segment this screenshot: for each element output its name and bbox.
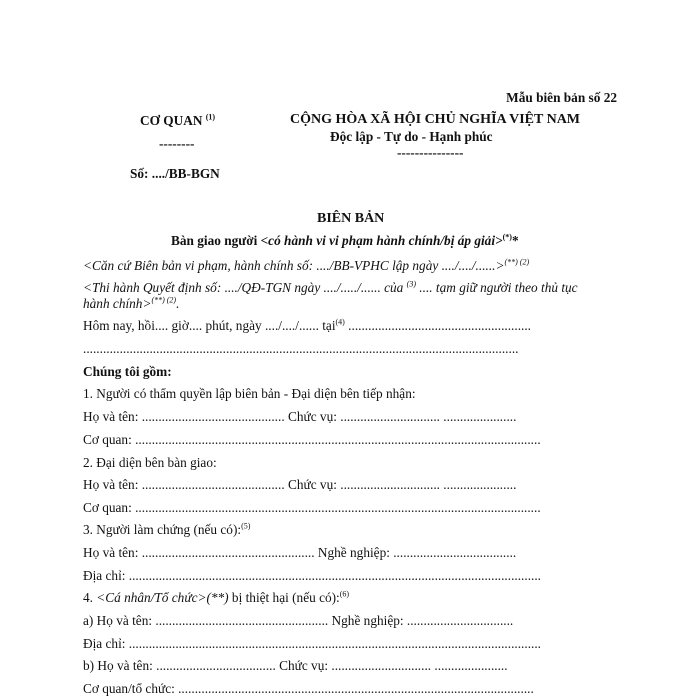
section-3-heading: 3. Người làm chứng (nếu có):$^{(5)}$ — [83, 521, 251, 537]
section-4b-name-row: b) Họ và tên: .................................... Chức vụ: .............................. ...................... — [83, 658, 508, 673]
agency-label: CƠ QUAN $^{(1)}$ — [140, 112, 216, 128]
time-place-line: Hôm nay, hồi.... giờ.... phút, ngày ..../..../...... tại$^{(4)}$ ....................................................... — [83, 317, 531, 333]
basis-line-3: hành chính>$^{(**) (2)}$. — [83, 295, 180, 311]
participants-heading: Chúng tôi gồm: — [83, 364, 172, 379]
document-title: BIÊN BẢN — [317, 211, 385, 226]
section-1-heading: 1. Người có thẩm quyền lập biên bản - Đại diện bên tiếp nhận: — [83, 386, 416, 401]
document-number: Số: ..../BB-BGN — [130, 166, 220, 181]
basis-line-1: <Căn cứ Biên bản vi phạm, hành chính số: ..../BB-VPHC lập ngày ..../..../......>$^{(**) (2)}$ — [83, 257, 530, 273]
section-4-heading: 4. <Cá nhân/Tổ chức>(**) bị thiệt hại (nếu có):$^{(6)}$ — [83, 589, 350, 605]
section-2-heading: 2. Đại diện bên bàn giao: — [83, 455, 217, 470]
section-4a-name-row: a) Họ và tên: .................................................... Nghề nghiệp: ................................ — [83, 613, 514, 628]
section-2-agency-row: Cơ quan: .......................................................................................................................... — [83, 500, 541, 515]
section-1-agency-row: Cơ quan: .......................................................................................................................... — [83, 432, 541, 447]
section-3-name-row: Họ và tên: .................................................... Nghề nghiệp: ..................................... — [83, 545, 517, 560]
section-4b-agency-row: Cơ quan/tổ chức: ........................................................................................................... — [83, 681, 534, 696]
section-1-name-row: Họ và tên: ........................................... Chức vụ: .............................. ...................... — [83, 409, 517, 424]
section-4a-address-row: Địa chỉ: ............................................................................................................................ — [83, 636, 541, 651]
form-number: Mẫu biên bản số 22 — [506, 90, 617, 105]
section-3-address-row: Địa chỉ: ............................................................................................................................ — [83, 568, 541, 583]
document-subtitle: Bàn giao người <có hành vi vi phạm hành chính/bị áp giải>(*)* — [171, 232, 519, 248]
nation-motto: Độc lập - Tự do - Hạnh phúc — [330, 129, 493, 144]
nation-title: CỘNG HÒA XÃ HỘI CHỦ NGHĨA VIỆT NAM — [290, 112, 581, 127]
time-place-continuation: ................................................................................................................................... — [83, 341, 519, 356]
section-2-name-row: Họ và tên: ........................................... Chức vụ: .............................. ...................... — [83, 477, 517, 492]
agency-divider: -------- — [159, 136, 195, 151]
motto-divider: --------------- — [397, 145, 464, 160]
basis-line-2: <Thi hành Quyết định số: ..../QĐ-TGN ngày ..../...../...... của $^{(3)}$ .... tạm giữ người theo thủ tục — [83, 279, 578, 295]
